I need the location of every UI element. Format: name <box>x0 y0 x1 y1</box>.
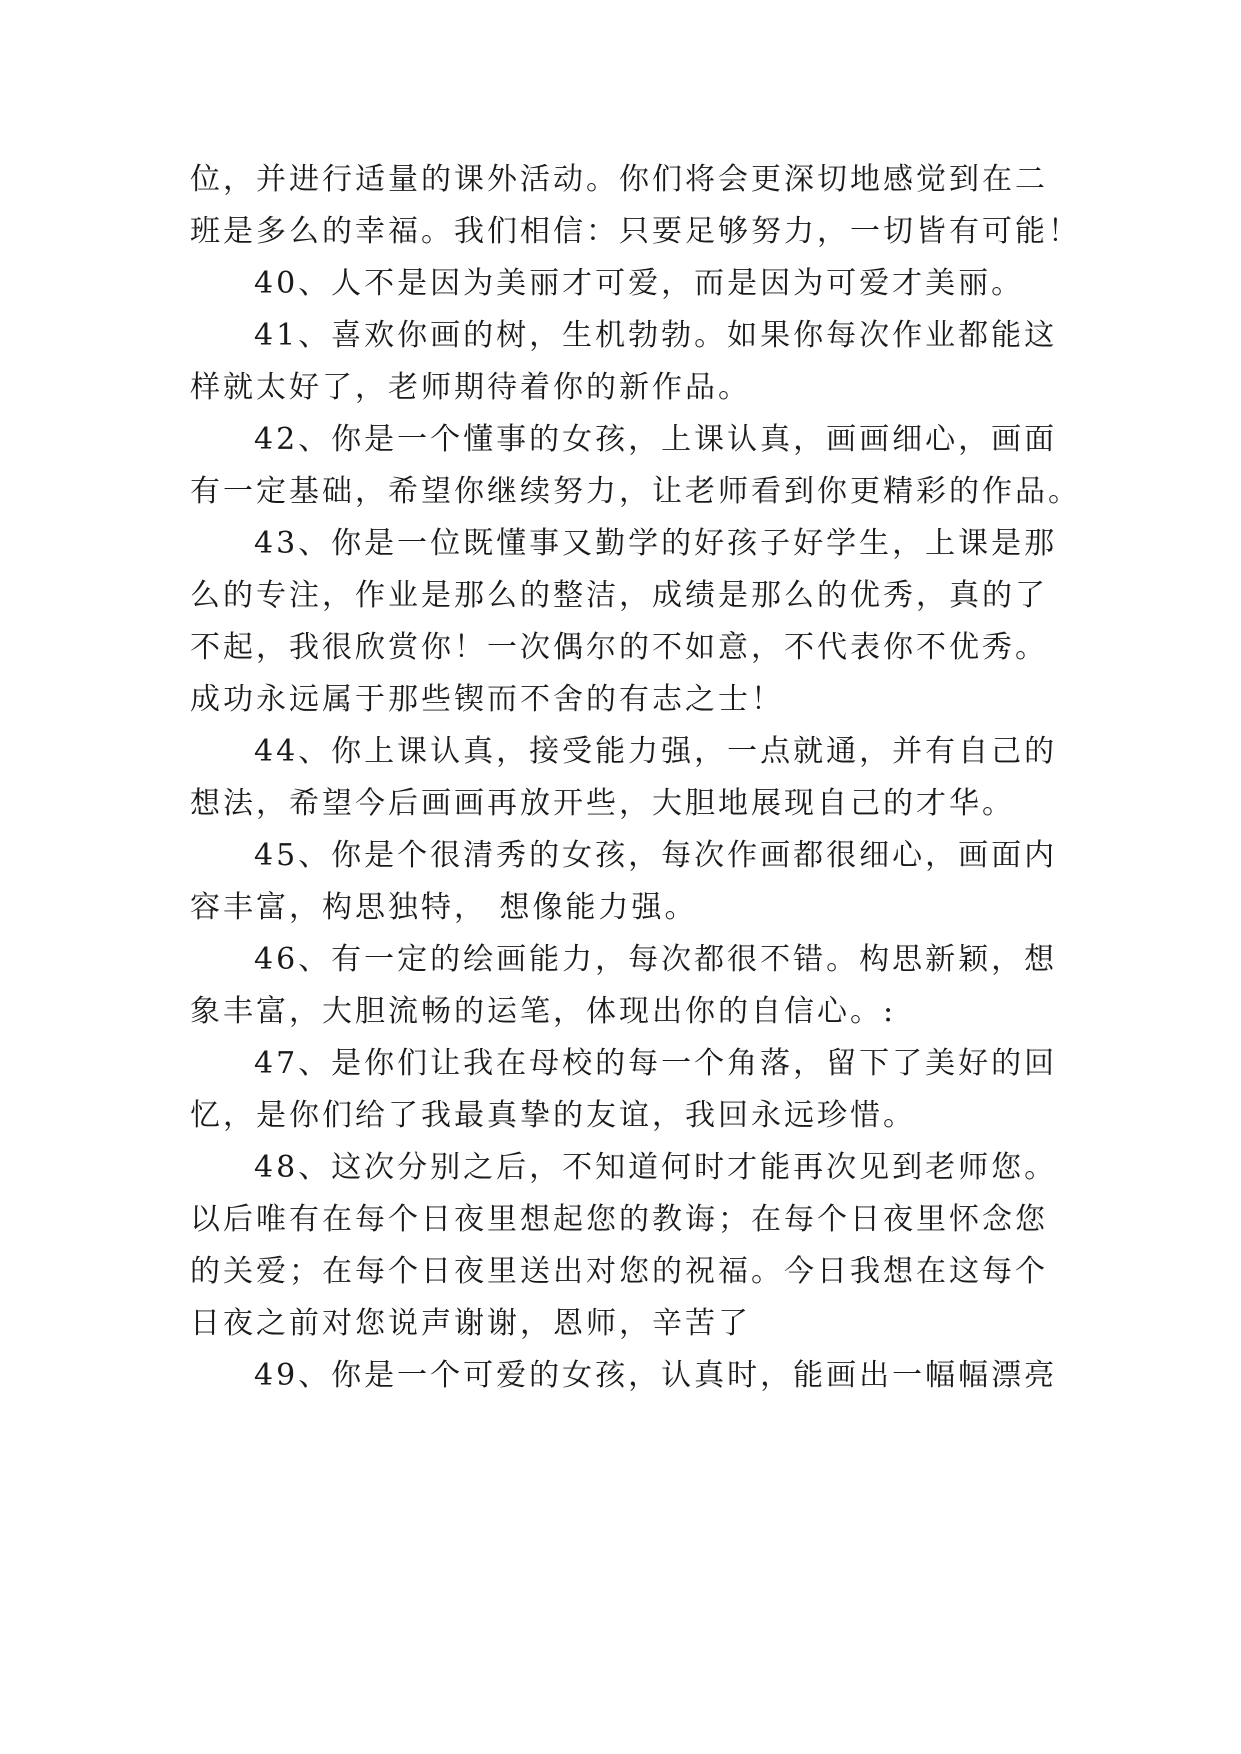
text-line: 班是多么的幸福。我们相信：只要足够努力，一切皆有可能！ <box>190 214 1081 249</box>
text-line: 不起，我很欣赏你！一次偶尔的不如意，不代表你不优秀。 <box>190 630 1048 665</box>
text-line: 样就太好了，老师期待着你的新作品。 <box>190 370 751 405</box>
text-line: 位，并进行适量的课外活动。你们将会更深切地感觉到在二 <box>190 162 1048 197</box>
text-line: 49、你是一个可爱的女孩，认真时，能画出一幅幅漂亮 <box>254 1358 1058 1393</box>
text-line: 以后唯有在每个日夜里想起您的教诲；在每个日夜里怀念您 <box>190 1202 1048 1237</box>
text-line: 日夜之前对您说声谢谢，恩师，辛苦了 <box>190 1306 751 1341</box>
text-line: 43、你是一位既懂事又勤学的好孩子好学生，上课是那 <box>254 526 1058 561</box>
text-line: 么的专注，作业是那么的整洁，成绩是那么的优秀，真的了 <box>190 578 1048 613</box>
text-line: 48、这次分别之后，不知道何时才能再次见到老师您。 <box>254 1150 1058 1185</box>
text-line: 44、你上课认真，接受能力强，一点就通，并有自己的 <box>254 734 1058 769</box>
text-line: 46、有一定的绘画能力，每次都很不错。构思新颖，想 <box>254 942 1058 977</box>
text-line: 41、喜欢你画的树，生机勃勃。如果你每次作业都能这 <box>254 318 1058 353</box>
text-line: 的关爱；在每个日夜里送出对您的祝福。今日我想在这每个 <box>190 1254 1048 1289</box>
text-line: 有一定基础，希望你继续努力，让老师看到你更精彩的作品。 <box>190 474 1081 509</box>
text-line: 47、是你们让我在母校的每一个角落，留下了美好的回 <box>254 1046 1058 1081</box>
text-line: 42、你是一个懂事的女孩，上课认真，画画细心，画面 <box>254 422 1058 457</box>
text-line: 成功永远属于那些锲而不舍的有志之士！ <box>190 682 784 717</box>
text-line: 容丰富，构思独特， 想像能力强。 <box>190 890 698 925</box>
text-line: 40、人不是因为美丽才可爱，而是因为可爱才美丽。 <box>254 266 1025 301</box>
text-line: 忆，是你们给了我最真挚的友谊，我回永远珍惜。 <box>190 1098 916 1133</box>
text-line: 象丰富，大胆流畅的运笔，体现出你的自信心。: <box>190 994 897 1029</box>
text-line: 想法，希望今后画画再放开些，大胆地展现自己的才华。 <box>190 786 1015 821</box>
text-line: 45、你是个很清秀的女孩，每次作画都很细心，画面内 <box>254 838 1058 873</box>
